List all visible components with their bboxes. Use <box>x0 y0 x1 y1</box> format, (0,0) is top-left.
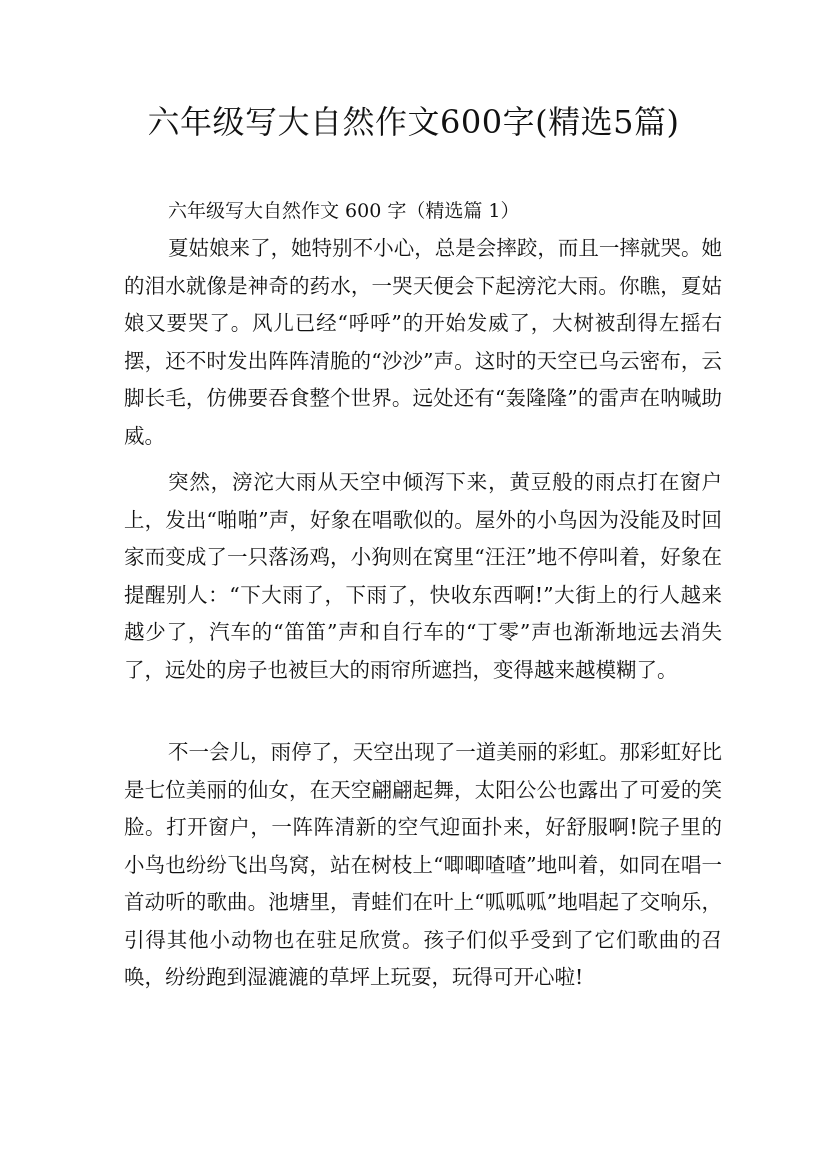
section-heading: 六年级写大自然作文 600 字（精选篇 1） <box>168 200 520 222</box>
document-title: 六年级写大自然作文600字(精选5篇) <box>147 103 680 141</box>
paragraph-3: 不一会儿，雨停了，天空出现了一道美丽的彩虹。那彩虹好比是七位美丽的仙女，在天空翩翩起舞，太阳公公也露出了可爱的笑脸。打开窗户，一阵阵清新的空气迎面扑来，好舒服啊!院子里的小鸟也纷纷飞出鸟窝，站在树枝上“唧唧喳喳”地叫着，如同在唱一首动听的歌曲。池塘里，青蛙们在叶上“呱呱呱”地唱起了交响乐，引得其他小动物也在驻足欣赏。孩子们似乎受到了它们歌曲的召唤，纷纷跑到湿漉漉的草坪上玩耍，玩得可开心啦! <box>124 740 722 989</box>
paragraph-1: 夏姑娘来了，她特别不小心，总是会摔跤，而且一摔就哭。她的泪水就像是神奇的药水，一哭天便会下起滂沱大雨。你瞧，夏姑娘又要哭了。风儿已经“呼呼”的开始发威了，大树被刮得左摇右摆，还不时发出阵阵清脆的“沙沙”声。这时的天空已乌云密布，云脚长毛，仿佛要吞食整个世界。远处还有“轰隆隆”的雷声在呐喊助威。 <box>124 236 722 448</box>
paragraph-2: 突然，滂沱大雨从天空中倾泻下来，黄豆般的雨点打在窗户上，发出“啪啪”声，好象在唱歌似的。屋外的小鸟因为没能及时回家而变成了一只落汤鸡，小狗则在窝里“汪汪”地不停叫着，好象在提醒别人：“下大雨了，下雨了，快收东西啊!”大街上的行人越来越少了，汽车的“笛笛”声和自行车的“丁零”声也渐渐地远去消失了，远处的房子也被巨大的雨帘所遮挡，变得越来越模糊了。 <box>124 470 722 682</box>
